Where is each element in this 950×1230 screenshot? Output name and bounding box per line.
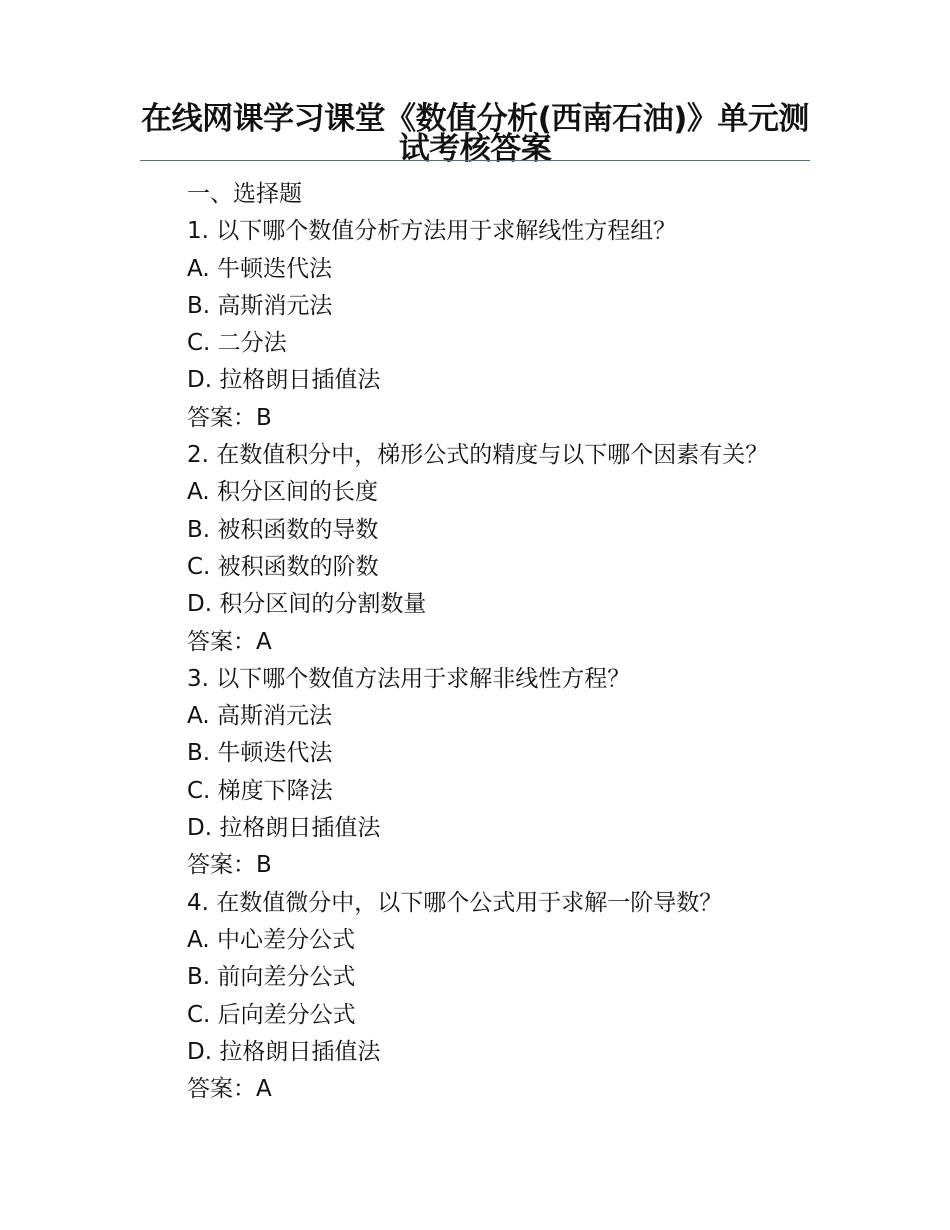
question-block: [187, 661, 827, 885]
question-option: D. 积分区间的分割数量: [187, 591, 427, 618]
question-block: [187, 437, 827, 661]
section-heading: 一、选择题: [187, 181, 302, 207]
document-body: [187, 176, 827, 1108]
document-title: 在线网课学习课堂《数值分析(西南石油)》单元测试考核答案: [141, 101, 809, 167]
question-option: C. 被积函数的阶数: [187, 553, 379, 580]
question-option: B. 高斯消元法: [187, 292, 333, 319]
question-block: [187, 213, 827, 437]
question-stem: 1. 以下哪个数值分析方法用于求解线性方程组？: [187, 218, 677, 245]
question-option: D. 拉格朗日插值法: [187, 367, 381, 394]
question-answer: 答案：B: [187, 404, 272, 431]
question-option: A. 牛顿迭代法: [187, 255, 332, 282]
question-option: C. 二分法: [187, 330, 287, 357]
question-option: D. 拉格朗日插值法: [187, 815, 381, 842]
question-option: A. 积分区间的长度: [187, 479, 378, 506]
title-underline: [140, 160, 810, 161]
question-option: A. 高斯消元法: [187, 703, 332, 730]
question-block: [187, 885, 827, 1109]
question-option: D. 拉格朗日插值法: [187, 1038, 381, 1065]
question-answer: 答案：B: [187, 852, 272, 879]
question-option: B. 前向差分公式: [187, 964, 356, 991]
question-option: C. 后向差分公式: [187, 1001, 356, 1028]
question-stem: 4. 在数值微分中，以下哪个公式用于求解一阶导数？: [187, 889, 723, 916]
question-stem: 3. 以下哪个数值方法用于求解非线性方程？: [187, 665, 631, 692]
question-option: C. 梯度下降法: [187, 777, 333, 804]
question-option: B. 被积函数的导数: [187, 516, 379, 543]
question-answer: 答案：A: [187, 1076, 272, 1103]
question-stem: 2. 在数值积分中，梯形公式的精度与以下哪个因素有关？: [187, 442, 769, 469]
question-option: B. 牛顿迭代法: [187, 740, 333, 767]
question-option: A. 中心差分公式: [187, 926, 355, 953]
question-answer: 答案：A: [187, 628, 272, 655]
